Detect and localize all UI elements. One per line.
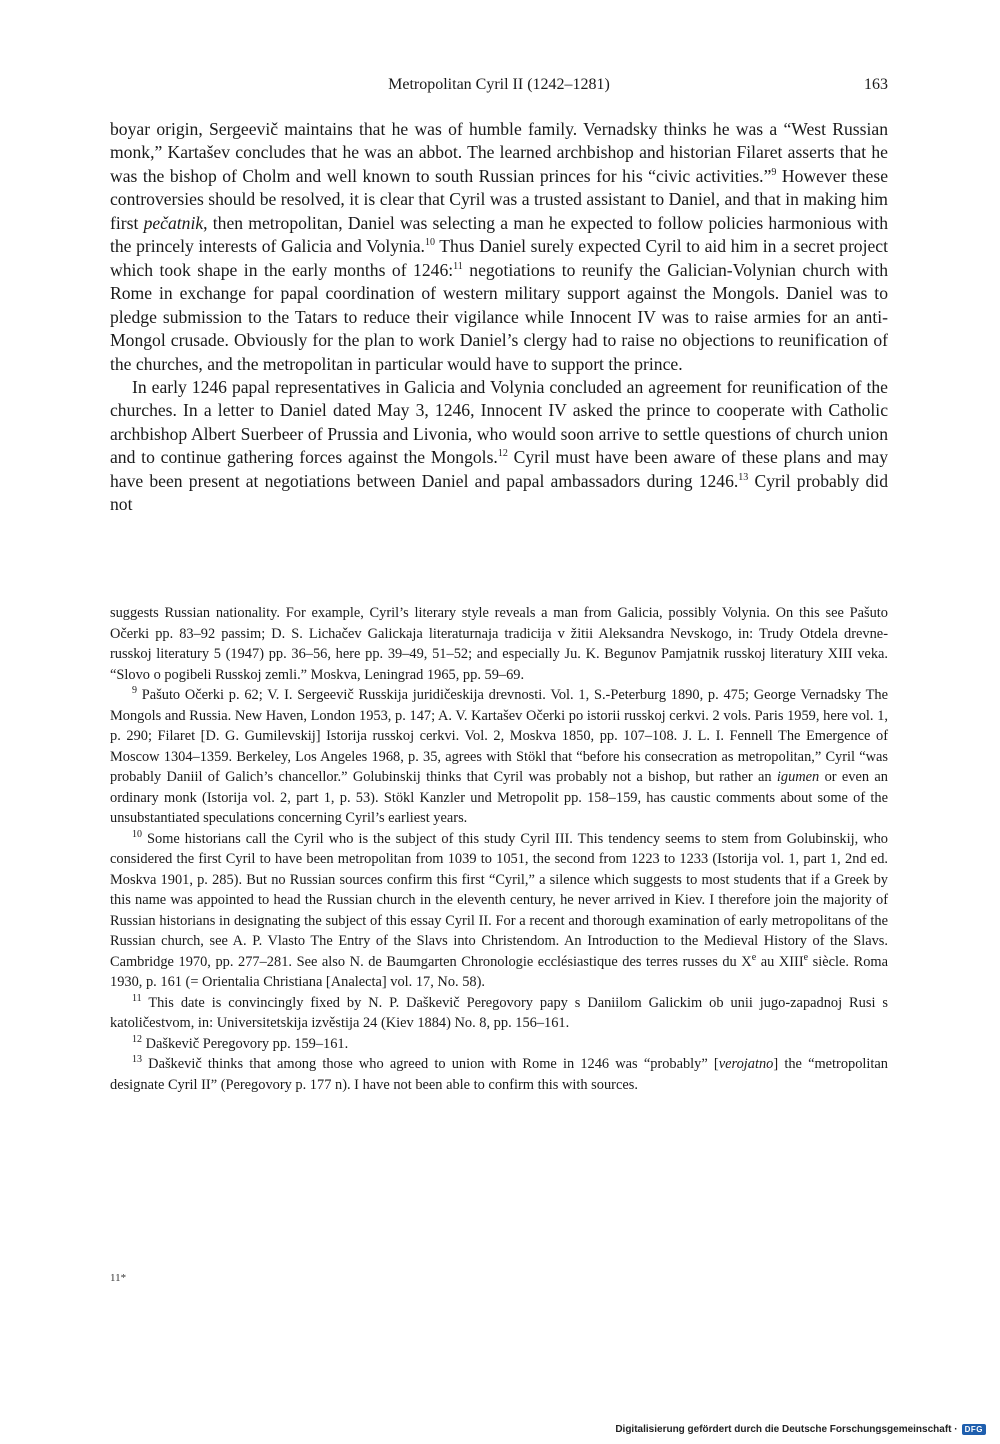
footnote-ref-12: 12 bbox=[497, 448, 508, 460]
footnote-13 bbox=[110, 1054, 888, 1095]
text-run: siècle. Roma 1930, p. 161 (= Orientalia Christiana [Analecta] vol. 17, No. 58). bbox=[110, 953, 888, 990]
footnote-ref-10: 10 bbox=[424, 237, 435, 249]
footnote-continued: suggests Russian nationality. For example, Cyril’s literary style reveals a man from Galicia, possibly Volynia. On this see Pašuto Očerki pp. 83–92 passim; D. S. Lichačev Galickaja literaturnaja tradicija v žitii Aleksandra Nevskogo, in: Trudy Otdela drevne-russkoj literatury 5 (1947) pp. 36–56, here pp. 39–49, 51–52; and especially Ju. K. Begunov Pamjatnik russkoj literatury XIII veka. “Slovo o pogibeli Russkoj zemli.” Moskva, Leningrad 1965, pp. 59–69. bbox=[110, 605, 888, 683]
footnote-mark: 9 bbox=[132, 685, 137, 697]
superscript: e bbox=[803, 951, 809, 963]
text-run: This date is convincingly fixed by N. P. Daškevič Peregovory papy s Daniilom Galickim ob unii jugo-zapadnoj Rusi s katoličestvom, in: Universitetskija izvěstija 24 (Kiev 1884) No. 8, pp. 156–161. bbox=[110, 994, 888, 1031]
footnotes bbox=[110, 603, 888, 1095]
main-text bbox=[110, 118, 888, 517]
text-run: However these controversies should be resolved, it is clear that Cyril was a trusted assistant to Daniel, and that in making him first bbox=[110, 165, 889, 233]
text-run: Thus Daniel surely expected Cyril to aid him in a secret project which took shape in the early months of 1246: bbox=[110, 236, 888, 280]
text-run: ] the “metropolitan designate Cyril II” (Peregovory p. 177 n). I have not been able to confirm this with sources. bbox=[110, 1056, 888, 1093]
term-igumen: igumen bbox=[776, 769, 820, 785]
superscript: e bbox=[751, 951, 757, 963]
text-run: negotiations to reunify the Galician-Volynian church with Rome in exchange for papal coordination of western military support against the Mongols. Daniel was to pledge submission to the Tatars to reduce their vigilance while Innocent IV was to raise armies for an anti-Mongol crusade. Obviously for the plan to work Daniel’s clergy had to raise no objections to reunification of the churches, and the metropolitan in particular would have to support the prince. bbox=[110, 259, 888, 374]
funding-text: Digitalisierung gefördert durch die Deutsche Forschungsgemeinschaft · bbox=[615, 1424, 958, 1435]
footnote-mark: 11 bbox=[132, 992, 142, 1004]
text-run: au XIII bbox=[756, 953, 804, 970]
paragraph-1 bbox=[110, 118, 888, 376]
signature-mark: 11* bbox=[110, 1272, 127, 1284]
footnote-9 bbox=[110, 685, 888, 829]
footnote-mark: 12 bbox=[132, 1033, 142, 1045]
running-title: Metropolitan Cyril II (1242–1281) bbox=[388, 76, 610, 93]
footnote-10 bbox=[110, 829, 888, 993]
text-run: Daškevič thinks that among those who agreed to union with Rome in 1246 was “probably” [ bbox=[142, 1056, 719, 1072]
page-number: 163 bbox=[864, 76, 888, 93]
footnote-mark: 13 bbox=[132, 1054, 142, 1066]
footnote-ref-13: 13 bbox=[738, 471, 749, 483]
paragraph-2 bbox=[110, 376, 888, 517]
running-header bbox=[110, 76, 888, 100]
term-verojatno: verojatno bbox=[718, 1056, 774, 1072]
footnote-ref-11: 11 bbox=[453, 260, 463, 272]
footnote-ref-9: 9 bbox=[771, 167, 777, 179]
text-run: boyar origin, Sergeevič maintains that he was of humble family. Vernadsky thinks he was a “West Russian monk,” Kartašev concludes that he was an abbot. The learned archbishop and historian Filaret asserts that he was the bishop of Cholm and well known to south Russian princes for his “civic activities.” bbox=[110, 119, 888, 186]
text-run: Cyril must have been aware of these plans and may have been present at negotiations between Daniel and papal ambassadors during 1246. bbox=[110, 447, 888, 491]
text-run: In early 1246 papal representatives in Galicia and Volynia concluded an agreement for reunification of the churches. In a letter to Daniel dated May 3, 1246, Innocent IV asked the prince to cooperate with Catholic archbishop Albert Suerbeer of Prussia and Livonia, who would soon arrive to settle questions of church union and to continue gathering forces against the Mongols. bbox=[110, 376, 888, 468]
footnote-11 bbox=[110, 993, 888, 1034]
text-run: Cyril probably did not bbox=[110, 470, 888, 515]
text-run: , then metropolitan, Daniel was selecting a man he expected to follow policies harmonious with the princely interests of Galicia and Volynia. bbox=[110, 212, 888, 257]
dfg-logo: DFG bbox=[962, 1424, 986, 1435]
funding-notice bbox=[615, 1424, 986, 1435]
footnote-mark: 10 bbox=[132, 828, 142, 840]
term-pecatnik: pečatnik bbox=[143, 212, 204, 233]
text-run: Some historians call the Cyril who is the subject of this study Cyril III. This tendency seems to stem from Golubinskij, who considered the first Cyril to have been metropolitan from 1039 to 1051, the second from 1223 to 1233 (Istorija vol. 1, part 1, 2nd ed. Moskva 1901, p. 285). But no Russian sources confirm this first “Cyril,” a silence which suggests to most students that if a Greek by this name was appointed to head the Russian church in the eleventh century, he never arrived in Kiev. I therefore join the majority of Russian historians in designating the subject of this essay Cyril II. For a recent and thorough examination of early metropolitans of the Russian church, see A. P. Vlasto The Entry of the Slavs into Christendom. An Introduction to the Medieval History of the Slavs. Cambridge 1970, pp. 277–281. See also N. de Baumgarten Chronologie ecclésiastique des terres russes du X bbox=[110, 830, 888, 970]
text-run: Daškevič Peregovory pp. 159–161. bbox=[142, 1035, 349, 1052]
text-run: Pašuto Očerki p. 62; V. I. Sergeevič Russkija juridičeskija drevnosti. Vol. 1, S.-Peterburg 1890, p. 475; George Vernadsky The Mongols and Russia. New Haven, London 1953, p. 147; A. V. Kartašev Očerki po istorii russkoj cerkvi. 2 vols. Paris 1959, here vol. 1, p. 290; Filaret [D. G. Gumilevskij] Istorija russkoj cerkvi. Vol. 2, Moskva 1850, pp. 107–108. J. L. I. Fennell The Emergence of Moscow 1304–1359. Berkeley, Los Angeles 1968, p. 35, agrees with Stökl that “before his consecration as metropolitan,” Cyril “was probably Daniil of Galich’s chancellor.” Golubinskij thinks that Cyril was probably not a bishop, but rather an bbox=[110, 687, 888, 785]
footnote-12 bbox=[110, 1034, 888, 1055]
text-run: or even an ordinary monk (Istorija vol. 2, part 1, p. 53). Stökl Kanzler und Metropolit pp. 158–159, has caustic comments about some of the unsubstantiated speculations concerning Cyril’s earliest years. bbox=[110, 769, 888, 826]
